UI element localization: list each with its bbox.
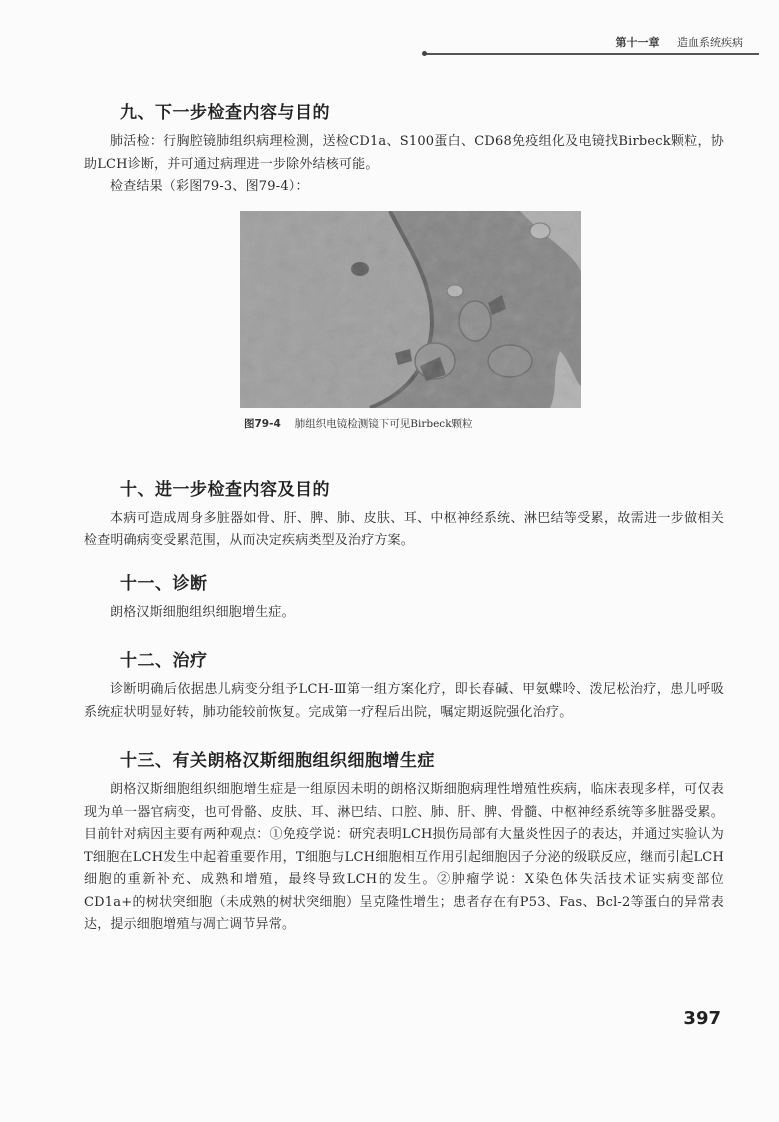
running-header: [0, 28, 779, 58]
heading-section-13: 十三、有关朗格汉斯细胞组织细胞增生症: [120, 751, 435, 771]
heading-section-12: 十二、治疗: [120, 651, 208, 671]
paragraph-lung-biopsy: 肺活检：行胸腔镜肺组织病理检测，送检CD1a、S100蛋白、CD68免疫组化及电镜找Birbeck颗粒，协助LCH诊断，并可通过病理进一步除外结核可能。: [84, 134, 724, 172]
heading-section-10: 十、进一步检查内容及目的: [120, 479, 330, 500]
page-number: 397: [683, 1008, 721, 1029]
page-content: [84, 98, 724, 937]
paragraph-treatment: 诊断明确后依据患儿病变分组予LCH-Ⅲ第一组方案化疗，即长春碱、甲氨蝶呤、泼尼松治疗，患儿呼吸系统症状明显好转，肺功能较前恢复。完成第一疗程后出院，嘱定期返院强化治疗。: [84, 682, 724, 720]
paragraph-lch-overview: 朗格汉斯细胞组织细胞增生症是一组原因未明的朗格汉斯细胞病理性增殖性疾病，临床表现多样，可仅表现为单一器官病变，也可骨骼、皮肤、耳、淋巴结、口腔、肺、肝、脾、骨髓、中枢神经系统等多脏器受累。目前针对病因主要有两种观点：①免疫学说：研究表明LCH损伤局部有大量炎性因子的表达，并通过实验认为T细胞在LCH发生中起着重要作用，T细胞与LCH细胞相互作用引起细胞因子分泌的级联反应，继而引起LCH细胞的重新补充、成熟和增殖，最终导致LCH的发生。②肿瘤学说：X染色体失活技术证实病变部位CD1a+的树状突细胞（未成熟的树状突细胞）呈克隆性增生；患者存在有P53、Fas、Bcl-2等蛋白的异常表达，提示细胞增殖与凋亡调节异常。: [84, 782, 724, 932]
paragraph-further-exam: 本病可造成周身多脏器如骨、肝、脾、肺、皮肤、耳、中枢神经系统、淋巴结等受累，故需进一步做相关检查明确病变受累范围，从而决定疾病类型及治疗方案。: [84, 510, 724, 548]
header-rule: [426, 53, 759, 55]
figure-caption: [84, 416, 724, 431]
paragraph-diagnosis: 朗格汉斯细胞组织细胞增生症。: [110, 604, 295, 620]
header-chapter: 第十一章: [615, 36, 660, 49]
figure-79-4: [84, 211, 724, 431]
figure-caption-text: 肺组织电镜检测镜下可见Birbeck颗粒: [294, 417, 473, 430]
header-text: [616, 34, 744, 50]
header-title: 造血系统疾病: [677, 36, 743, 49]
paragraph-results-intro: 检查结果（彩图79-3、图79-4）：: [110, 179, 309, 194]
figure-label: 图79-4: [244, 417, 281, 430]
heading-section-11: 十一、诊断: [120, 573, 208, 594]
heading-section-9: 九、下一步检查内容与目的: [120, 103, 330, 123]
electron-micrograph-image: [240, 211, 581, 408]
